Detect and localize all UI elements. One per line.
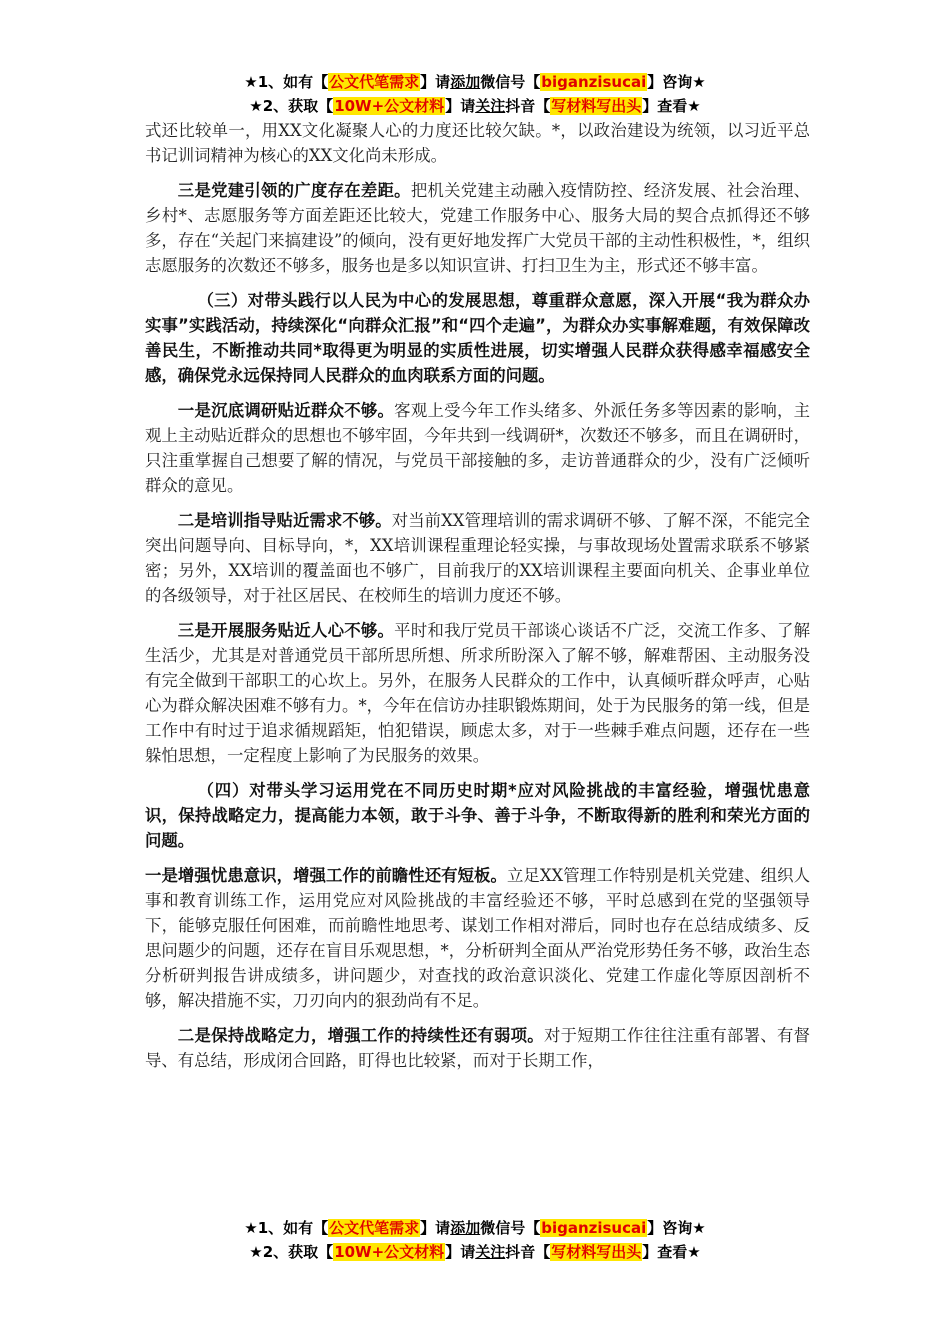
paragraph-text: 客观上受今年工作头绪多、外派任务多等因素的影响，主观上主动贴近群众的思想也不够牢固，今年共到一线调研*，次数还不够多，而且在调研时，只注重掌握自己想要了解的情况，与党员干部接触的多，走访普通群众的少，没有广泛倾听群众的意见。 — [145, 401, 811, 495]
banner-line-2 — [0, 94, 950, 118]
banner-text: ★2、获取【 — [249, 1243, 334, 1261]
section-heading: （三）对带头践行以人民为中心的发展思想，尊重群众意愿，深入开展“我为群众办实事”实践活动，持续深化“向群众汇报”和“四个走遍”，为群众办实事解难题，有效保障改善民生，不断推动共同*取得更为明显的实质性进展，切实增强人民群众获得感幸福感安全感，确保党永远保持同人民群众的血肉联系方面的问题。 — [145, 291, 810, 385]
paragraph — [145, 398, 810, 498]
section-heading: （四）对带头学习运用党在不同历史时期*应对风险挑战的丰富经验，增强忧患意识，保持战略定力，提高能力本领，敢于斗争、善于斗争，不断取得新的胜利和荣光方面的问题。 — [145, 781, 810, 850]
wechat-id-highlight: biganzisucai — [541, 73, 647, 91]
underlined-text: 添加 — [450, 1219, 481, 1237]
banner-text: 】请 — [445, 97, 476, 115]
highlight-text: 10W+公文材料 — [334, 97, 445, 115]
paragraph — [145, 1023, 810, 1073]
paragraph — [145, 508, 810, 608]
paragraph-lead: 二是培训指导贴近需求不够。 — [177, 511, 392, 530]
paragraph-text: 对当前XX管理培训的需求调研不够、了解不深，不能完全突出问题导向、目标导向，*，XX培训课程重理论轻实操，与事故现场处置需求联系不够紧密；另外，XX培训的覆盖面也不够广，目前我厅的XX培训课程主要面向机关、企事业单位的各级领导，对于社区居民、在校师生的培训力度还不够。 — [145, 511, 811, 605]
paragraph — [145, 178, 810, 278]
banner-text: 】查看★ — [642, 1243, 701, 1261]
paragraph — [145, 863, 810, 1013]
banner-line-2 — [0, 1240, 950, 1264]
banner-text: ★2、获取【 — [249, 97, 334, 115]
banner-text: 微信号【 — [480, 73, 541, 91]
banner-text: 抖音【 — [505, 1243, 551, 1261]
banner-line-1 — [0, 70, 950, 94]
header-banner — [0, 70, 950, 118]
underlined-text: 关注 — [475, 1243, 506, 1261]
banner-text: 抖音【 — [505, 97, 551, 115]
banner-text: 】咨询★ — [647, 1219, 706, 1237]
underlined-text: 添加 — [450, 73, 481, 91]
paragraph-text: 对于短期工作往往注重有部署、有督导、有总结，形成闭合回路，盯得也比较紧，而对于长期工作， — [145, 1026, 811, 1070]
banner-text: 】查看★ — [642, 97, 701, 115]
highlight-text: 公文代笔需求 — [329, 73, 420, 91]
paragraph-lead: 一是沉底调研贴近群众不够。 — [177, 401, 395, 420]
banner-line-1 — [0, 1216, 950, 1240]
paragraph-text: 平时和我厅党员干部谈心谈话不广泛，交流工作多、了解生活少，尤其是对普通党员干部所思所想、所求所盼深入了解不够，解难帮困、主动服务没有完全做到干部职工的心坎上。另外，在服务人民群众的工作中，认真倾听群众呼声，心贴心为群众解决困难不够有力。*，今年在信访办挂职锻炼期间，处于为民服务的第一线，但是工作中有时过于追求循规蹈矩，怕犯错误，顾虑太多，对于一些棘手难点问题，还存在一些躲怕思想，一定程度上影响了为民服务的效果。 — [145, 621, 811, 765]
douyin-account-highlight: 写材料写出头 — [551, 97, 642, 115]
banner-text: 微信号【 — [480, 1219, 541, 1237]
paragraph-text: 把机关党建主动融入疫情防控、经济发展、社会治理、乡村*、志愿服务等方面差距还比较大，党建工作服务中心、服务大局的契合点抓得还不够多，存在“关起门来搞建设”的倾向，没有更好地发挥广大党员干部的主动性积极性，*，组织志愿服务的次数还不够多，服务也是多以知识宣讲、打扫卫生为主，形式还不够丰富。 — [145, 181, 811, 275]
banner-text: 】咨询★ — [647, 73, 706, 91]
paragraph-lead: 二是保持战略定力，增强工作的持续性还有弱项。 — [177, 1026, 544, 1045]
banner-text: ★1、如有【 — [244, 73, 329, 91]
paragraph-lead: 三是党建引领的广度存在差距。 — [177, 181, 411, 200]
wechat-id-highlight: biganzisucai — [541, 1219, 647, 1237]
paragraph — [145, 618, 810, 768]
highlight-text: 10W+公文材料 — [334, 1243, 445, 1261]
paragraph-text: 立足XX管理工作特别是机关党建、组织人事和教育训练工作，运用党应对风险挑战的丰富经验还不够，平时总感到在党的坚强领导下，能够克服任何困难，而前瞻性地思考、谋划工作相对滞后，同时也存在总结成绩多、反思问题少的问题，还存在盲目乐观思想，*，分析研判全面从严治党形势任务不够，政治生态分析研判报告讲成绩多，讲问题少，对查找的政治意识淡化、党建工作虚化等原因剖析不够，解决措施不实，刀刃向内的狠劲尚有不足。 — [145, 866, 811, 1010]
underlined-text: 关注 — [475, 97, 506, 115]
banner-text: 】请 — [445, 1243, 476, 1261]
banner-text: ★1、如有【 — [244, 1219, 329, 1237]
banner-text: 】请 — [420, 73, 451, 91]
paragraph: 式还比较单一，用XX文化凝聚人心的力度还比较欠缺。*，以政治建设为统领，以习近平总书记训词精神为核心的XX文化尚未形成。 — [145, 121, 810, 165]
highlight-text: 公文代笔需求 — [329, 1219, 420, 1237]
footer-banner — [0, 1216, 950, 1264]
douyin-account-highlight: 写材料写出头 — [551, 1243, 642, 1261]
paragraph-lead: 三是开展服务贴近人心不够。 — [177, 621, 395, 640]
banner-text: 】请 — [420, 1219, 451, 1237]
document-body — [145, 118, 810, 1083]
paragraph-lead: 一是增强忧患意识，增强工作的前瞻性还有短板。 — [145, 866, 507, 885]
